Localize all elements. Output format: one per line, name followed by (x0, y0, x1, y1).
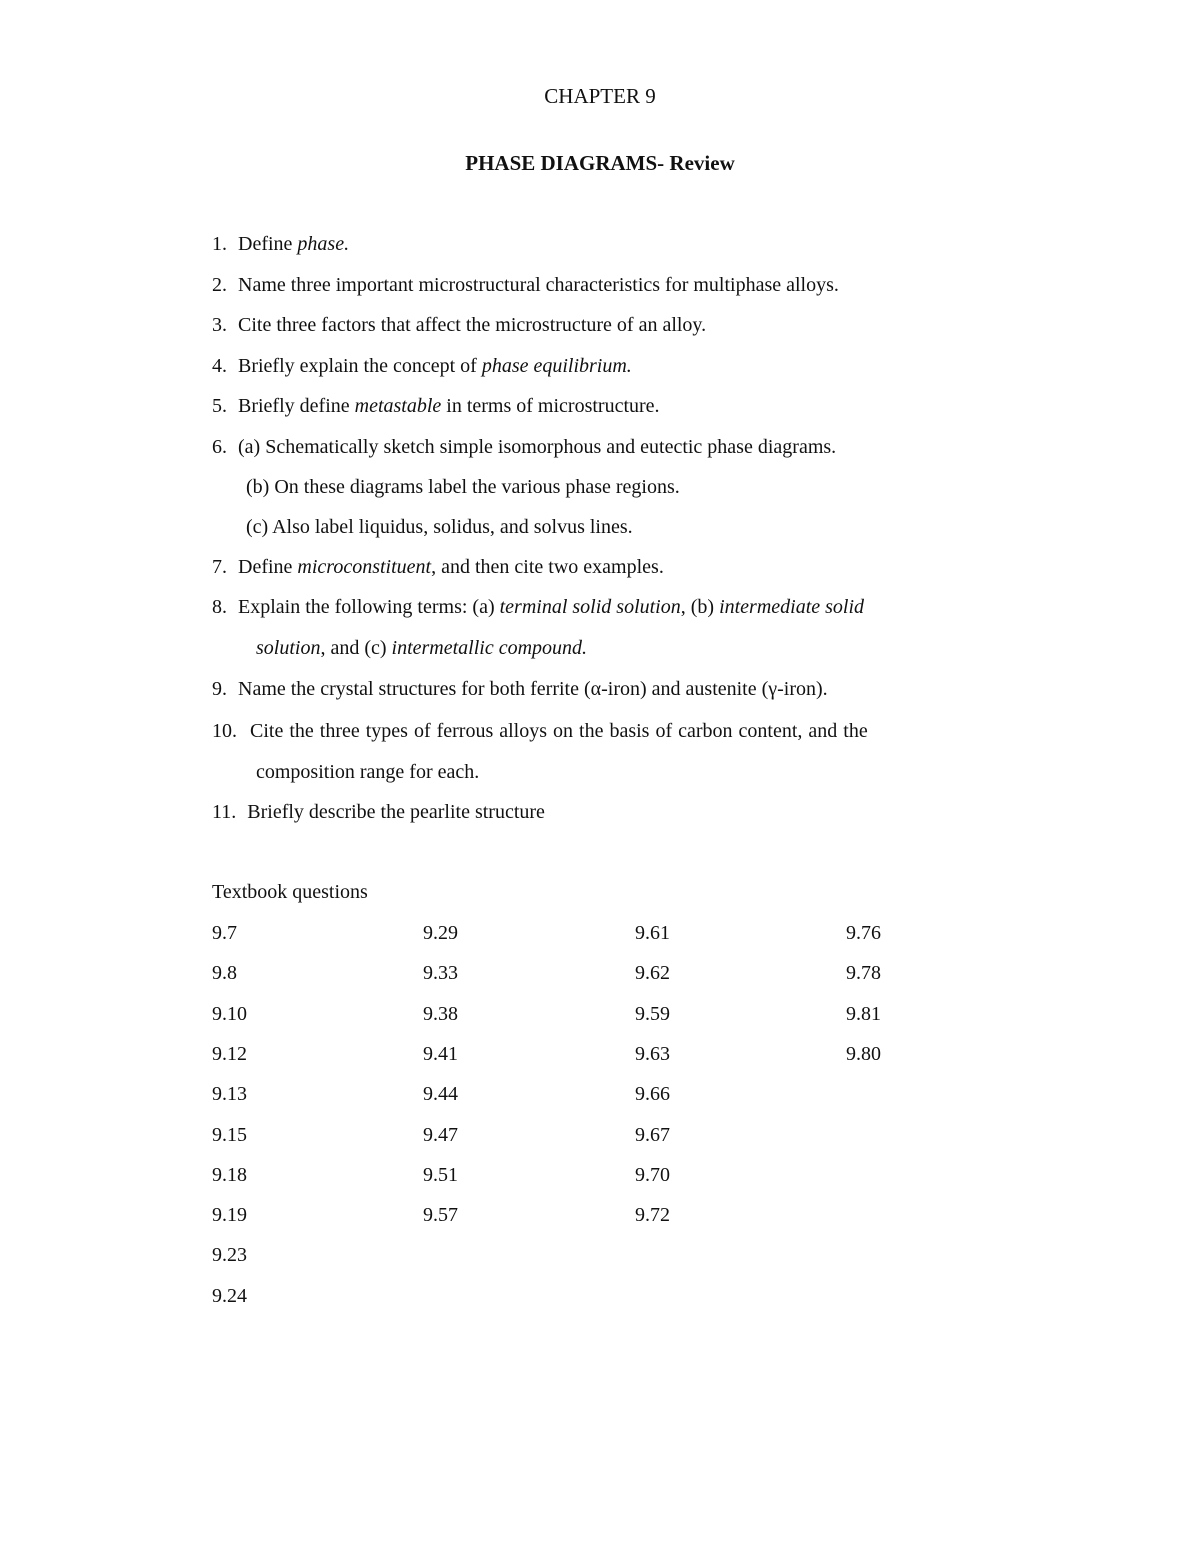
question-term: intermetallic compound. (391, 637, 588, 659)
question-text: Briefly define (238, 395, 355, 417)
question-text: , and then cite two examples. (431, 556, 664, 578)
textbook-question-number: 9.29 (423, 922, 458, 944)
question-7 (212, 556, 664, 579)
question-text: Define (238, 233, 298, 255)
textbook-question-number: 9.44 (423, 1083, 458, 1106)
question-number: 10. (212, 720, 237, 742)
question-term: intermediate solid (719, 596, 865, 618)
question-2 (212, 274, 839, 297)
textbook-question-number: 9.8 (212, 962, 237, 985)
question-number: 4. (212, 355, 227, 377)
question-number: 11. (212, 801, 237, 823)
textbook-question-number: 9.15 (212, 1123, 247, 1146)
textbook-question-number: 9.78 (846, 962, 881, 985)
question-6 (212, 436, 836, 459)
question-number: 8. (212, 596, 227, 618)
textbook-question-number: 9.10 (212, 1002, 247, 1025)
question-text: Name the crystal structures for both ferrite (α-iron) and austenite (γ-iron). (238, 678, 828, 700)
question-5 (212, 395, 660, 418)
question-8 (212, 596, 864, 619)
textbook-question-number: 9.67 (635, 1123, 670, 1146)
textbook-question-number: 9.59 (635, 1002, 670, 1025)
page-title: PHASE DIAGRAMS- Review (465, 151, 735, 175)
question-term: phase equilibrium. (481, 355, 632, 377)
question-number: 9. (212, 678, 227, 700)
textbook-question-number: 9.61 (635, 922, 670, 944)
question-subpart-a: (a) Schematically sketch simple isomorphous and eutectic phase diagrams. (238, 436, 837, 458)
question-text: Explain the following terms: (a) (238, 596, 500, 618)
textbook-question-number: 9.76 (846, 922, 881, 944)
question-number: 3. (212, 314, 227, 336)
textbook-question-number: 9.70 (635, 1163, 670, 1186)
question-number: 1. (212, 233, 227, 255)
textbook-question-number: 9.33 (423, 962, 458, 985)
question-text: Cite the three types of ferrous alloys on the basis of carbon content, and the (250, 720, 868, 742)
question-1 (212, 233, 349, 256)
question-term: terminal solid solution (499, 596, 681, 618)
question-text: , (b) (680, 596, 720, 618)
textbook-question-number: 9.63 (635, 1042, 670, 1065)
question-text: Define (238, 556, 298, 578)
question-number: 6. (212, 436, 227, 458)
question-10 (212, 720, 868, 743)
chapter-heading: CHAPTER 9 (544, 84, 656, 108)
question-text: Briefly describe the pearlite structure (247, 801, 545, 823)
textbook-question-number: 9.80 (846, 1042, 881, 1065)
question-text: in terms of microstructure. (441, 395, 660, 417)
textbook-question-number: 9.38 (423, 1002, 458, 1025)
question-number: 2. (212, 274, 227, 296)
textbook-question-number: 9.24 (212, 1284, 247, 1307)
textbook-question-number: 9.7 (212, 922, 237, 944)
question-term: metastable (354, 395, 442, 417)
textbook-question-number: 9.23 (212, 1244, 247, 1267)
textbook-question-number: 9.62 (635, 962, 670, 985)
textbook-question-number: 9.18 (212, 1163, 247, 1186)
question-number: 7. (212, 556, 227, 578)
textbook-question-number: 9.81 (846, 1002, 881, 1025)
textbook-question-number: 9.41 (423, 1042, 458, 1065)
question-text: Cite three factors that affect the microstructure of an alloy. (238, 314, 707, 336)
textbook-question-number: 9.51 (423, 1163, 458, 1186)
question-term: microconstituent (297, 556, 432, 578)
textbook-question-number: 9.47 (423, 1123, 458, 1146)
question-3 (212, 314, 706, 337)
textbook-question-number: 9.66 (635, 1083, 670, 1106)
question-term: solution (256, 637, 321, 659)
question-6c: (c) Also label liquidus, solidus, and solvus lines. (246, 516, 633, 538)
textbook-question-number: 9.57 (423, 1204, 458, 1227)
question-text: , and (c) (320, 637, 392, 659)
question-text: Briefly explain the concept of (238, 355, 482, 377)
textbook-question-number: 9.72 (635, 1204, 670, 1227)
question-4 (212, 355, 632, 378)
textbook-question-number: 9.12 (212, 1042, 247, 1065)
question-8-continued (256, 637, 587, 660)
question-10-continued: composition range for each. (256, 761, 480, 783)
question-term: phase. (297, 233, 350, 255)
textbook-question-number: 9.19 (212, 1204, 247, 1227)
textbook-question-number: 9.13 (212, 1083, 247, 1106)
question-number: 5. (212, 395, 227, 417)
question-6b: (b) On these diagrams label the various phase regions. (246, 476, 680, 498)
textbook-questions-label: Textbook questions (212, 881, 368, 903)
question-9 (212, 678, 828, 701)
question-text: Name three important microstructural characteristics for multiphase alloys. (238, 274, 839, 296)
question-11 (212, 801, 545, 824)
